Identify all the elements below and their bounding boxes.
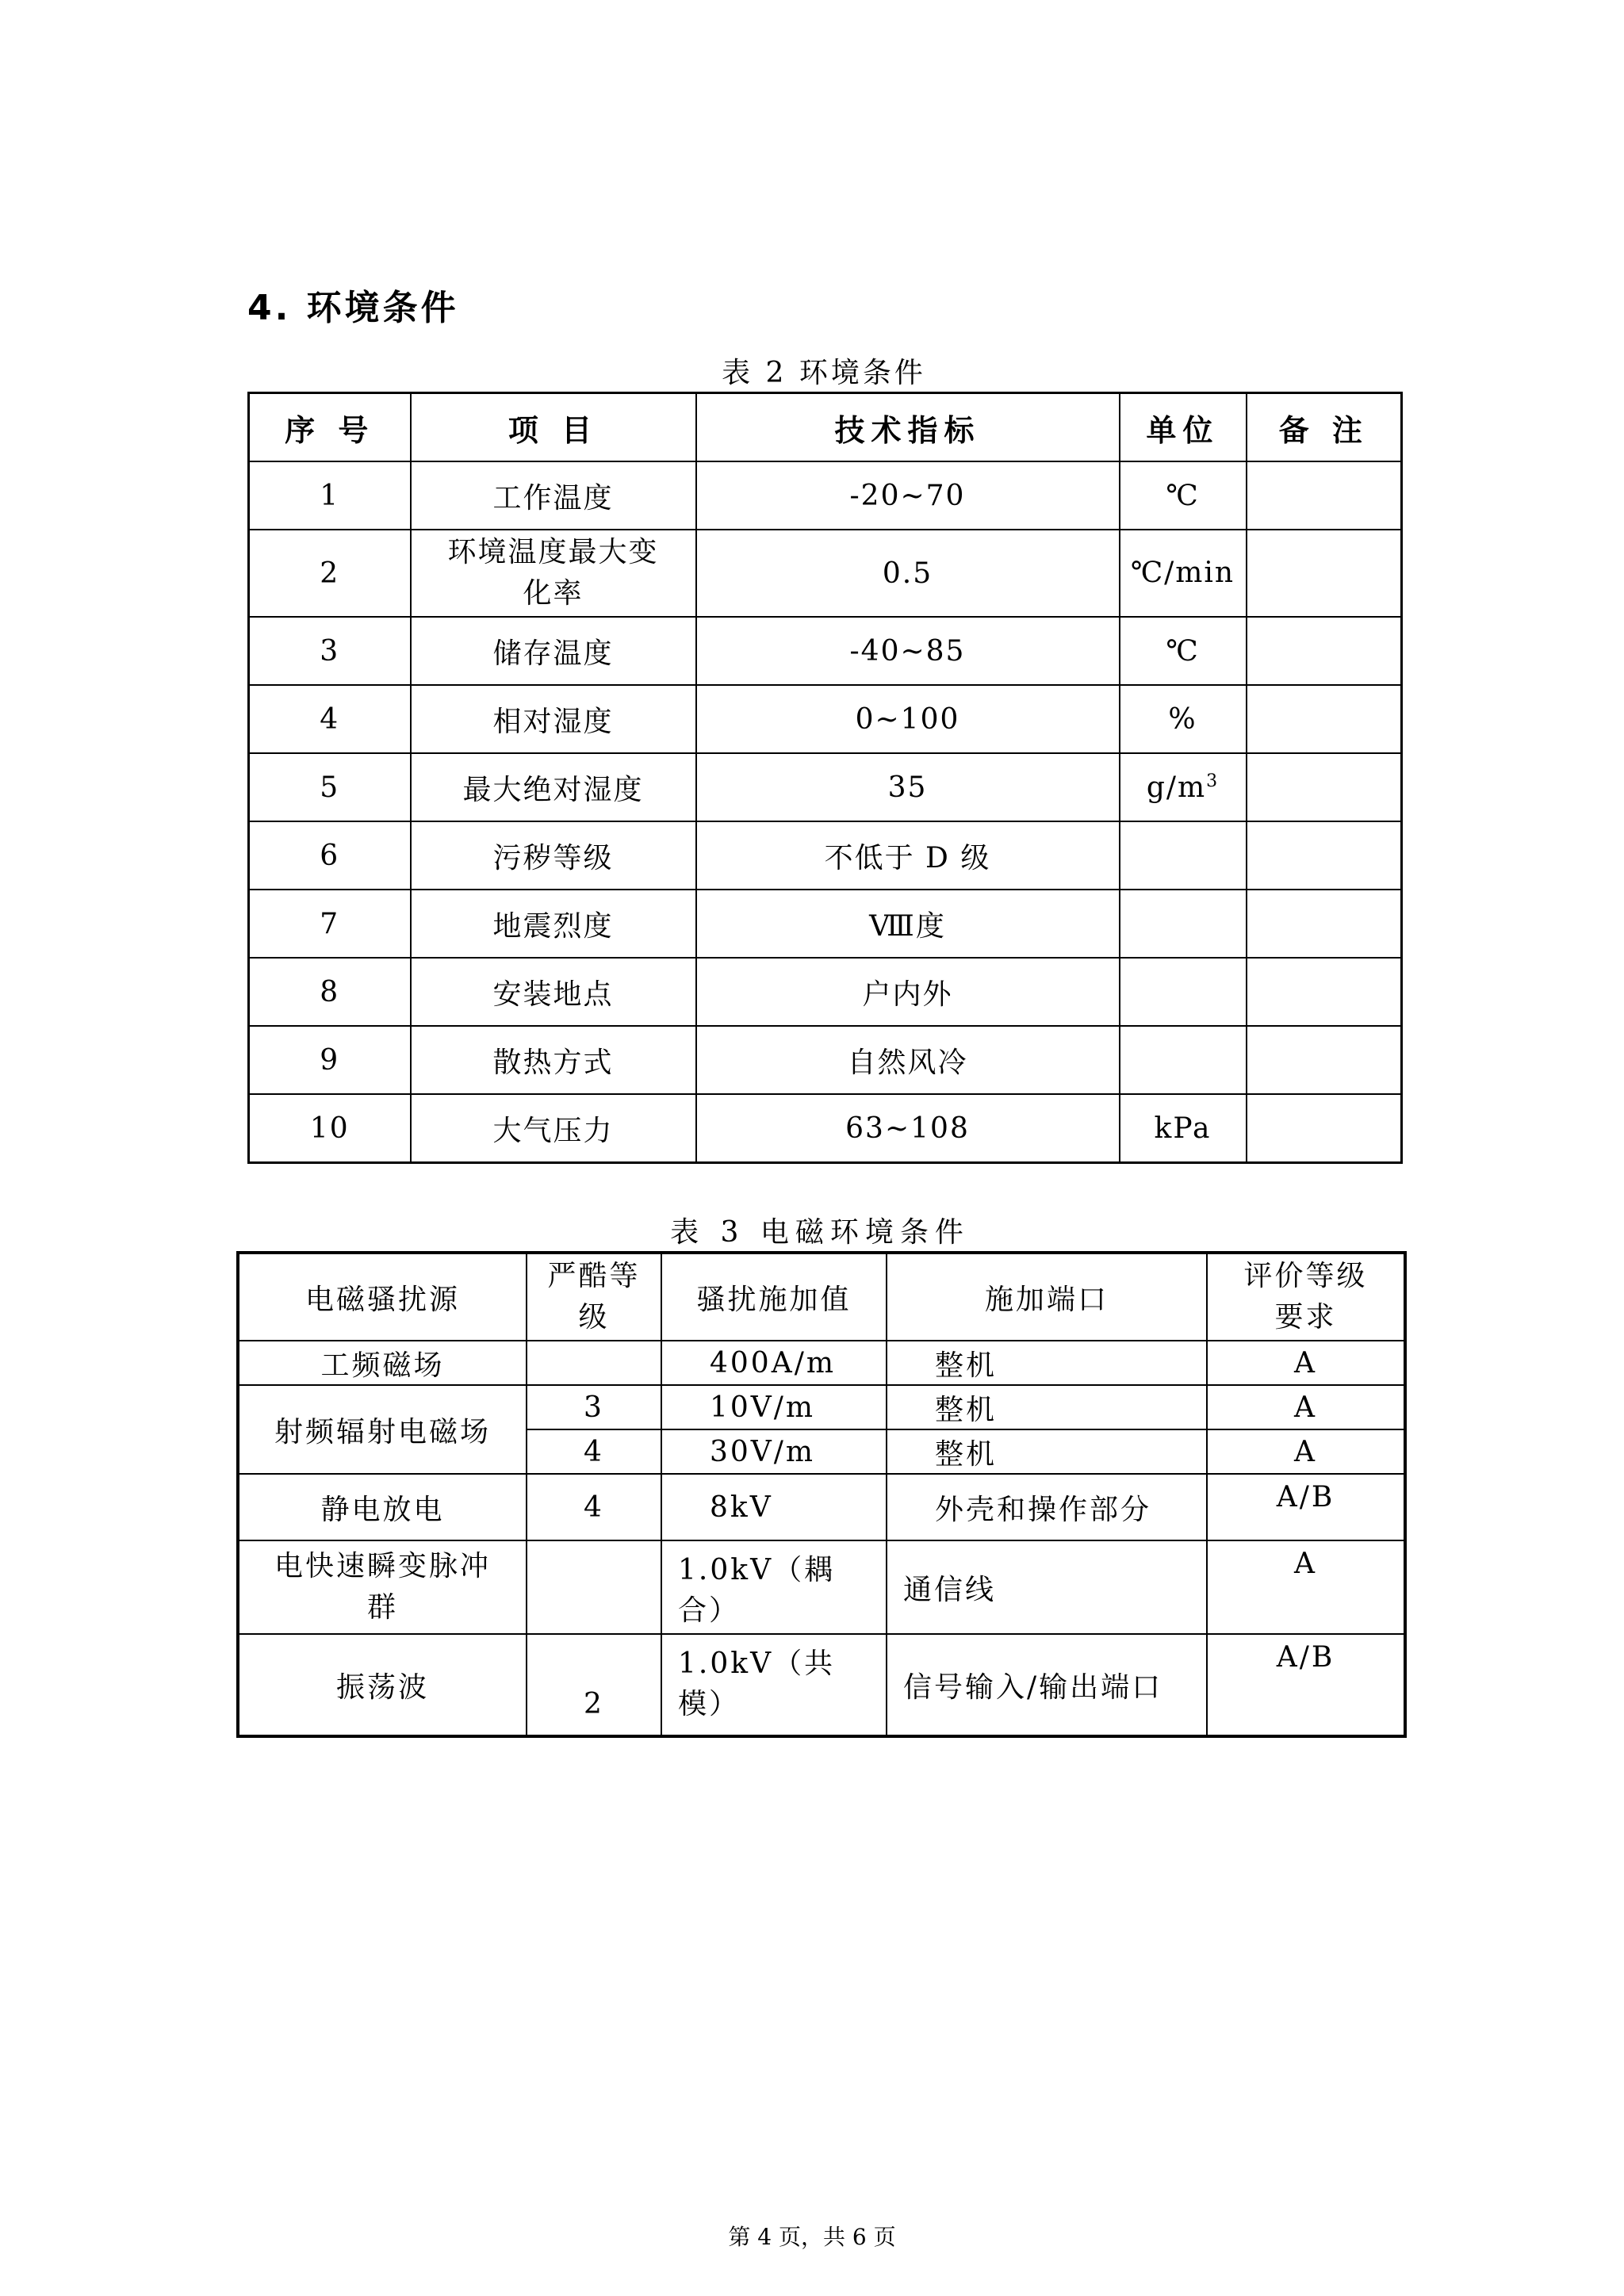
cell-spec: 63~108 [696, 1094, 1120, 1163]
table-row [238, 1385, 1405, 1429]
unit-text: g/m [1146, 771, 1207, 804]
table2-caption: 表 2 环境条件 [722, 357, 926, 389]
cell-value: 8kV [661, 1474, 887, 1540]
cell-item: 污秽等级 [411, 821, 696, 890]
cell-source: 射频辐射电磁场 [238, 1385, 527, 1474]
cell-level: 4 [527, 1429, 661, 1474]
cell-grade: A/B [1207, 1474, 1405, 1540]
cell-level: 2 [527, 1634, 661, 1736]
cell-unit [1120, 958, 1247, 1026]
cell-unit [1120, 753, 1247, 821]
cell-no: 1 [249, 461, 411, 530]
cell-unit [1120, 890, 1247, 958]
section-heading: 4. 环境条件 [247, 288, 459, 328]
header-no: 序 号 [249, 393, 411, 462]
table-row [238, 1540, 1405, 1634]
cell-note [1247, 958, 1402, 1026]
cell-no: 4 [249, 685, 411, 753]
header-value: 骚扰施加值 [661, 1253, 887, 1341]
cell-level [527, 1540, 661, 1634]
cell-spec: 自然风冷 [696, 1026, 1120, 1094]
cell-port: 外壳和操作部分 [887, 1474, 1207, 1540]
cell-unit [1120, 1026, 1247, 1094]
cell-source: 工频磁场 [238, 1341, 527, 1385]
cell-source: 电快速瞬变脉冲群 [238, 1540, 527, 1634]
cell-level [527, 1341, 661, 1385]
cell-item: 工作温度 [411, 461, 696, 530]
cell-level: 3 [527, 1385, 661, 1429]
cell-unit: ℃ [1120, 461, 1247, 530]
header-note: 备 注 [1247, 393, 1402, 462]
cell-grade: A [1207, 1385, 1405, 1429]
table-header-row [249, 393, 1402, 462]
cell-no: 3 [249, 617, 411, 685]
cell-no: 5 [249, 753, 411, 821]
cell-port: 整机 [887, 1341, 1207, 1385]
cell-note [1247, 890, 1402, 958]
table-row [249, 1026, 1402, 1094]
cell-source: 振荡波 [238, 1634, 527, 1736]
header-item: 项 目 [411, 393, 696, 462]
cell-value: 10V/m [661, 1385, 887, 1429]
cell-no: 2 [249, 530, 411, 617]
header-level: 严酷等级 [527, 1253, 661, 1341]
cell-no: 9 [249, 1026, 411, 1094]
header-grade: 评价等级要求 [1207, 1253, 1405, 1341]
cell-value: 1.0kV（耦合） [661, 1540, 887, 1634]
page-footer: 第 4 页，共 6 页 [728, 2224, 896, 2250]
table3-caption: 表 3 电磁环境条件 [670, 1216, 970, 1249]
cell-note [1247, 461, 1402, 530]
cell-value: 30V/m [661, 1429, 887, 1474]
cell-port: 信号输入/输出端口 [887, 1634, 1207, 1736]
table-row [249, 1094, 1402, 1163]
cell-spec: 0.5 [696, 530, 1120, 617]
table-row [249, 461, 1402, 530]
cell-unit: kPa [1120, 1094, 1247, 1163]
cell-item: 相对湿度 [411, 685, 696, 753]
cell-item: 储存温度 [411, 617, 696, 685]
cell-value: 400A/m [661, 1341, 887, 1385]
table-row [249, 753, 1402, 821]
cell-spec: 0~100 [696, 685, 1120, 753]
cell-note [1247, 753, 1402, 821]
cell-level: 4 [527, 1474, 661, 1540]
cell-grade: A [1207, 1341, 1405, 1385]
cell-item: 大气压力 [411, 1094, 696, 1163]
cell-spec: Ⅷ度 [696, 890, 1120, 958]
header-unit: 单位 [1120, 393, 1247, 462]
cell-note [1247, 617, 1402, 685]
cell-item: 地震烈度 [411, 890, 696, 958]
table-row [238, 1634, 1405, 1736]
cell-item: 安装地点 [411, 958, 696, 1026]
cell-grade: A [1207, 1540, 1405, 1634]
cell-no: 7 [249, 890, 411, 958]
cell-item: 环境温度最大变化率 [411, 530, 696, 617]
cell-note [1247, 821, 1402, 890]
cell-spec: -40~85 [696, 617, 1120, 685]
header-source: 电磁骚扰源 [238, 1253, 527, 1341]
cell-unit: % [1120, 685, 1247, 753]
header-spec: 技术指标 [696, 393, 1120, 462]
environment-conditions-table [247, 392, 1403, 1164]
table-row [249, 530, 1402, 617]
table-row [249, 617, 1402, 685]
cell-no: 10 [249, 1094, 411, 1163]
cell-value: 1.0kV（共模） [661, 1634, 887, 1736]
cell-grade: A/B [1207, 1634, 1405, 1736]
cell-unit: ℃/min [1120, 530, 1247, 617]
table-row [238, 1474, 1405, 1540]
cell-port: 通信线 [887, 1540, 1207, 1634]
table-row [249, 890, 1402, 958]
cell-grade: A [1207, 1429, 1405, 1474]
table-row [238, 1341, 1405, 1385]
table-row [249, 958, 1402, 1026]
cell-item: 最大绝对湿度 [411, 753, 696, 821]
header-port: 施加端口 [887, 1253, 1207, 1341]
cell-spec: 户内外 [696, 958, 1120, 1026]
cell-note [1247, 530, 1402, 617]
cell-spec: 不低于 D 级 [696, 821, 1120, 890]
cell-port: 整机 [887, 1429, 1207, 1474]
cell-spec: 35 [696, 753, 1120, 821]
cell-unit [1120, 821, 1247, 890]
cell-no: 6 [249, 821, 411, 890]
cell-source: 静电放电 [238, 1474, 527, 1540]
unit-superscript: 3 [1206, 771, 1220, 791]
cell-note [1247, 685, 1402, 753]
cell-port: 整机 [887, 1385, 1207, 1429]
cell-unit: ℃ [1120, 617, 1247, 685]
cell-item: 散热方式 [411, 1026, 696, 1094]
cell-note [1247, 1026, 1402, 1094]
table-header-row [238, 1253, 1405, 1341]
cell-no: 8 [249, 958, 411, 1026]
table-row [249, 685, 1402, 753]
cell-spec: -20~70 [696, 461, 1120, 530]
table-row [249, 821, 1402, 890]
cell-note [1247, 1094, 1402, 1163]
emc-conditions-table [236, 1251, 1407, 1738]
